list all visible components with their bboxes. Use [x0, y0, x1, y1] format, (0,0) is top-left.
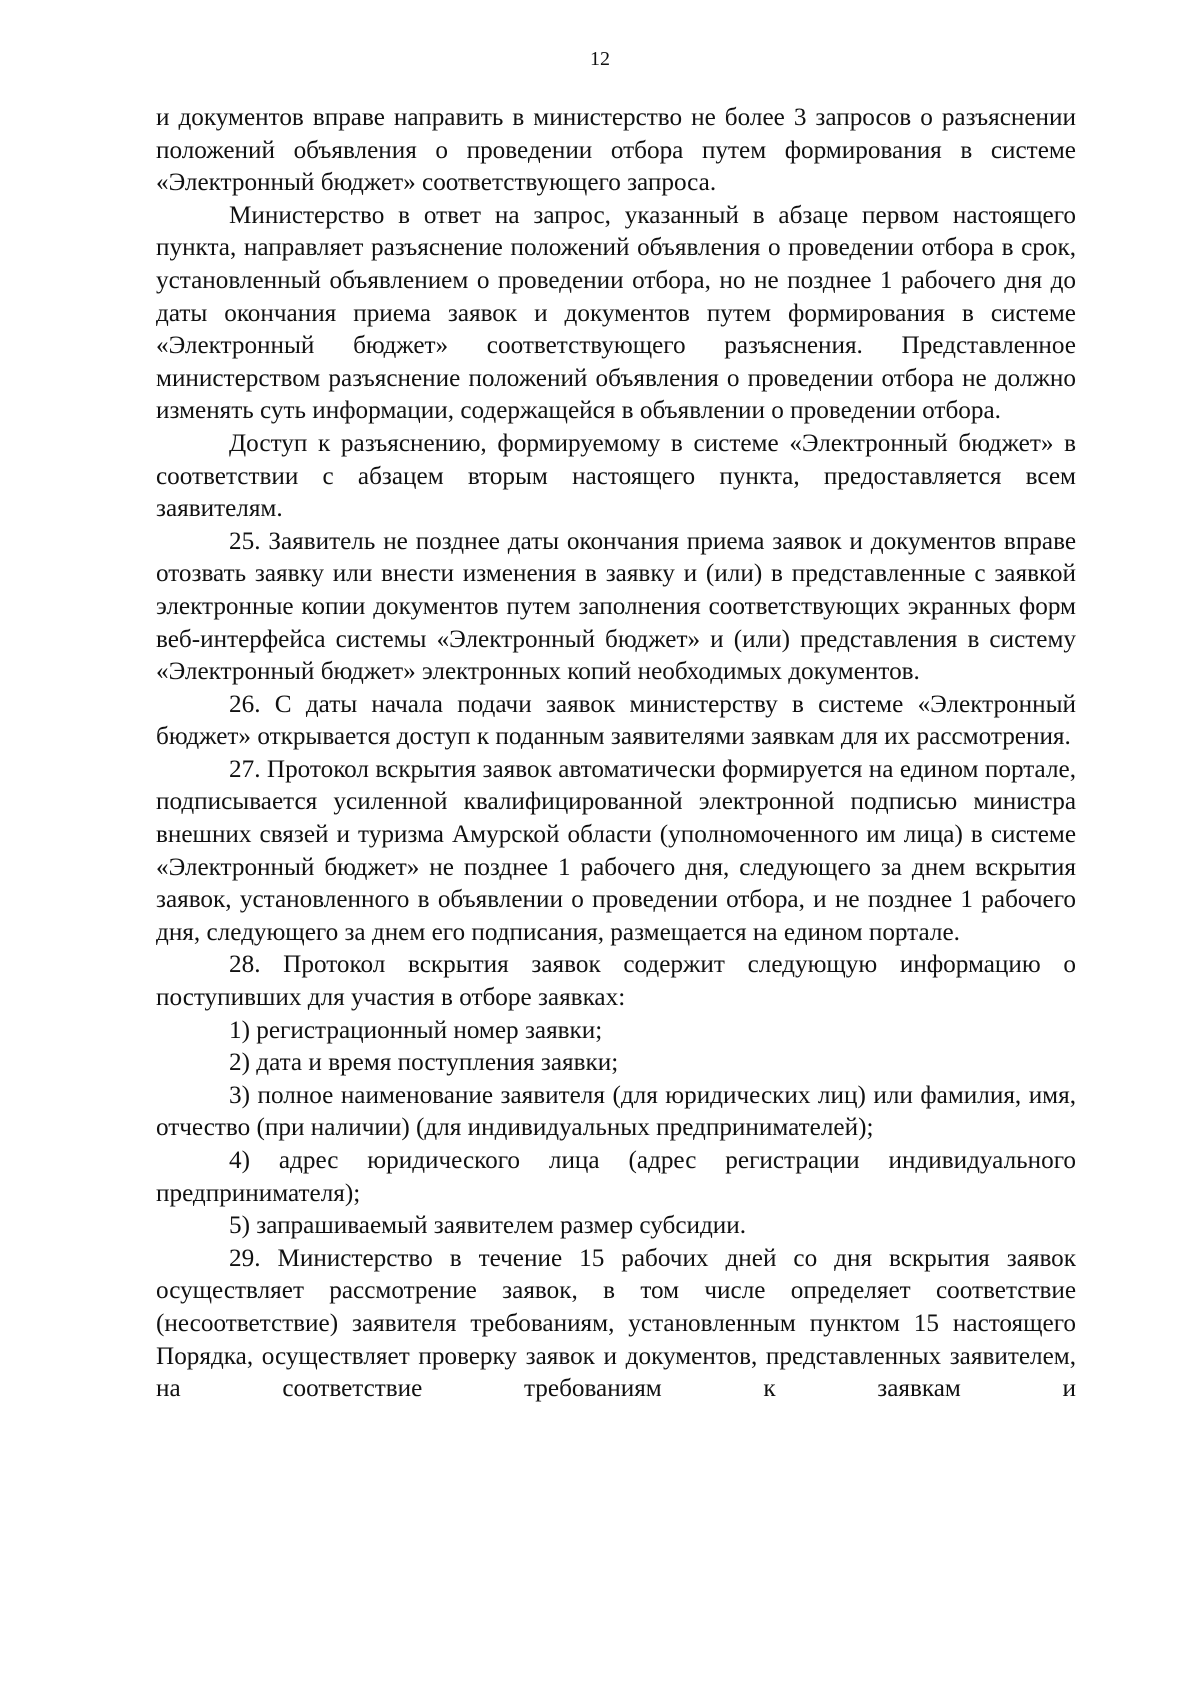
- paragraph-item-26: 26. С даты начала подачи заявок министерству в системе «Электронный бюджет» открывается доступ к поданным заявителями заявкам для их рассмотрения.: [156, 690, 1076, 751]
- list-item-1: 1) регистрационный номер заявки;: [229, 1016, 603, 1044]
- list-item-4: 4) адрес юридического лица (адрес регистрации индивидуального предпринимателя);: [156, 1147, 1076, 1207]
- paragraph-item-25: 25. Заявитель не позднее даты окончания приема заявок и документов вправе отозвать заявку или внести изменения в заявку и (или) в представленные с заявкой электронные копии документов путем заполнения соответствующих экранных форм веб-интерфейса системы «Электронный бюджет» и (или) представления в систему «Электронный бюджет» электронных копий необходимых документов.: [156, 527, 1076, 686]
- paragraph-item-28: 28. Протокол вскрытия заявок содержит следующую информацию о поступивших для участия в отборе заявках:: [156, 951, 1076, 1012]
- paragraph-access-clarification: Доступ к разъяснению, формируемому в системе «Электронный бюджет» в соответствии с абзацем вторым настоящего пункта, предоставляется всем заявителям.: [156, 429, 1076, 523]
- page-number: 12: [590, 48, 610, 70]
- list-item-5: 5) запрашиваемый заявителем размер субсидии.: [229, 1212, 747, 1240]
- list-item-2: 2) дата и время поступления заявки;: [229, 1049, 619, 1077]
- paragraph-ministry-response: Министерство в ответ на запрос, указанный в абзаце первом настоящего пункта, направляет разъяснение положений объявления о проведении отбора в срок, установленный объявлением о проведении отбора, но не позднее 1 рабочего дня до даты окончания приема заявок и документов путем формирования в системе «Электронный бюджет» соответствующего разъяснения. Представленное министерством разъяснение положений объявления о проведении отбора не должно изменять суть информации, содержащейся в объявлении о проведении отбора.: [156, 201, 1076, 425]
- paragraph-item-27: 27. Протокол вскрытия заявок автоматически формируется на едином портале, подписывается усиленной квалифицированной электронной подписью министра внешних связей и туризма Амурской области (уполномоченного им лица) в системе «Электронный бюджет» не позднее 1 рабочего дня, следующего за днем вскрытия заявок, установленного в объявлении о проведении отбора, и не позднее 1 рабочего дня, следующего за днем его подписания, размещается на едином портале.: [156, 755, 1076, 946]
- paragraph-item-29: 29. Министерство в течение 15 рабочих дней со дня вскрытия заявок осуществляет рассмотрение заявок, в том числе определяет соответствие (несоответствие) заявителя требованиям, установленным пунктом 15 настоящего Порядка, осуществляет проверку заявок и документов, представленных заявителем, на соответствие требованиям к заявкам и: [156, 1244, 1076, 1403]
- document-body: [156, 102, 1076, 1406]
- paragraph-continuation: и документов вправе направить в министерство не более 3 запросов о разъяснении положений объявления о проведении отбора путем формирования в системе «Электронный бюджет» соответствующего запроса.: [156, 104, 1076, 197]
- list-item-3: 3) полное наименование заявителя (для юридических лиц) или фамилия, имя, отчество (при наличии) (для индивидуальных предпринимателей);: [156, 1081, 1076, 1142]
